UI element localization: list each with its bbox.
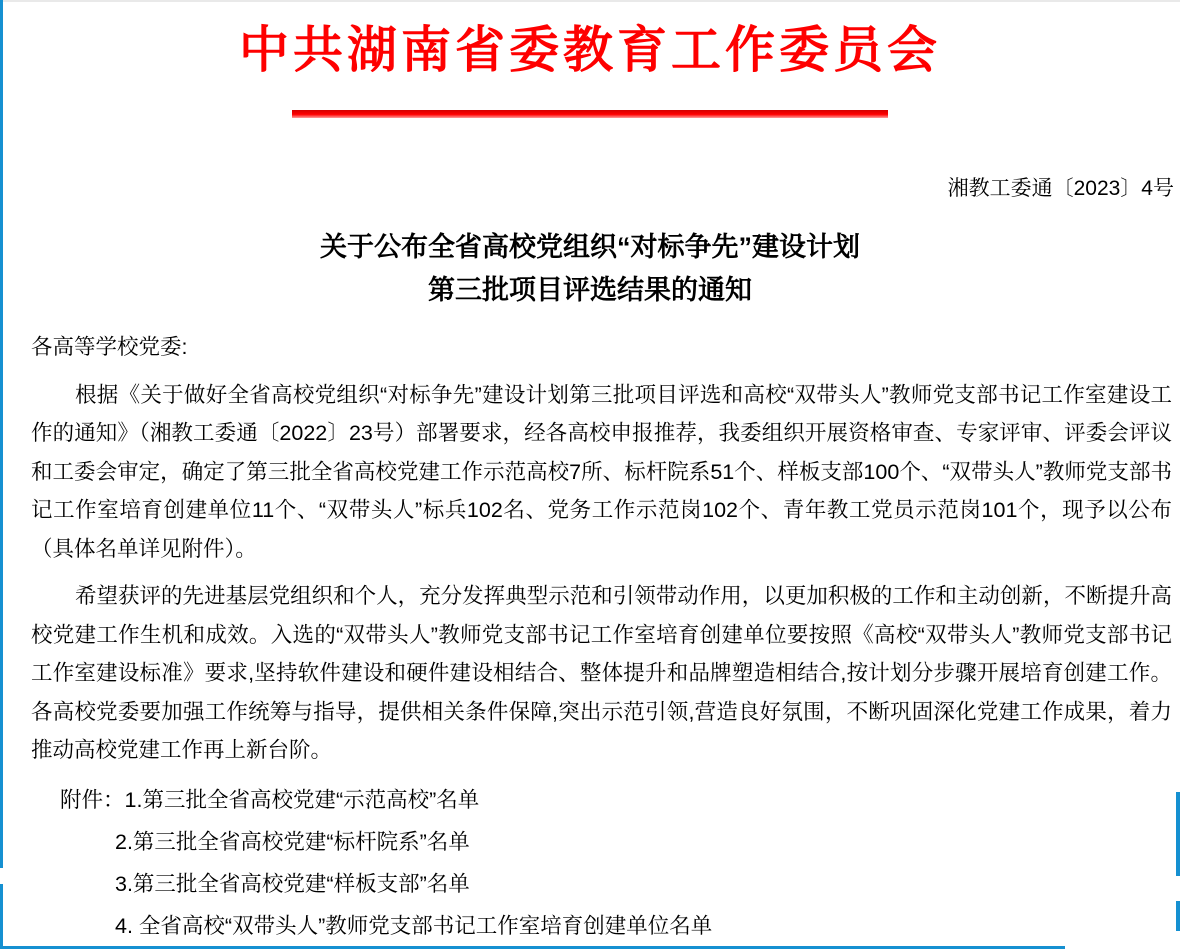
attachment-item-2: 2.第三批全省高校党建“标杆院系”名单	[115, 829, 470, 854]
document-title-line-2: 第三批项目评选结果的通知	[428, 275, 752, 305]
attachment-item-1: 1.第三批全省高校党建“示范高校”名单	[124, 787, 480, 812]
document-title	[0, 226, 1180, 312]
right-edge-line-upper	[1176, 792, 1180, 876]
body-paragraph-1: 根据《关于做好全省高校党组织“对标争先”建设计划第三批项目评选和高校“双带头人”教师党支部书记工作室建设工作的通知》（湘教工委通〔2022〕23号）部署要求，经各高校申报推荐，我委组织开展资格审查、专家评审、评委会评议和工委会审定，确定了第三批全省高校党建工作示范高校7所、标杆院系51个、样板支部100个、“双带头人”教师党支部书记工作室培育创建单位11个、“双带头人”标兵102名、党务工作示范岗102个、青年教工党员示范岗101个，现予以公布（具体名单详见附件）。	[31, 382, 1172, 561]
document-body	[31, 328, 1172, 947]
document-reference-number: 湘教工委通〔2023〕4号	[947, 177, 1174, 200]
attachments-label: 附件：	[60, 787, 125, 812]
right-edge-line-lower	[1176, 901, 1180, 931]
issuing-organization-title: 中共湖南省委教育工作委员会	[239, 22, 941, 78]
left-edge-line-upper	[0, 0, 3, 868]
body-paragraph-2: 希望获评的先进基层党组织和个人，充分发挥典型示范和引领带动作用，以更加积极的工作和主动创新，不断提升高校党建工作生机和成效。入选的“双带头人”教师党支部书记工作室培育创建单位要按照《高校“双带头人”教师党支部书记工作室建设标准》要求,坚持软件建设和硬件建设相结合、整体提升和品牌塑造相结合,按计划分步骤开展培育创建工作。各高校党委要加强工作统筹与指导，提供相关条件保障,突出示范引领,营造良好氛围，不断巩固深化党建工作成果，着力推动高校党建工作再上新台阶。	[31, 584, 1172, 762]
left-edge-line-lower	[0, 884, 3, 949]
attachment-item-3: 3.第三批全省高校党建“样板支部”名单	[115, 871, 470, 896]
top-edge-line	[0, 0, 1180, 2]
salutation: 各高等学校党委:	[31, 335, 188, 359]
letterhead-red-rule	[292, 110, 888, 118]
attachments-list	[31, 779, 1172, 947]
letterhead	[0, 0, 1180, 118]
document-title-line-1: 关于公布全省高校党组织“对标争先”建设计划	[320, 232, 860, 262]
attachment-item-4: 4. 全省高校“双带头人”教师党支部书记工作室培育创建单位名单	[115, 913, 713, 938]
attachment-line-1	[31, 779, 1172, 821]
